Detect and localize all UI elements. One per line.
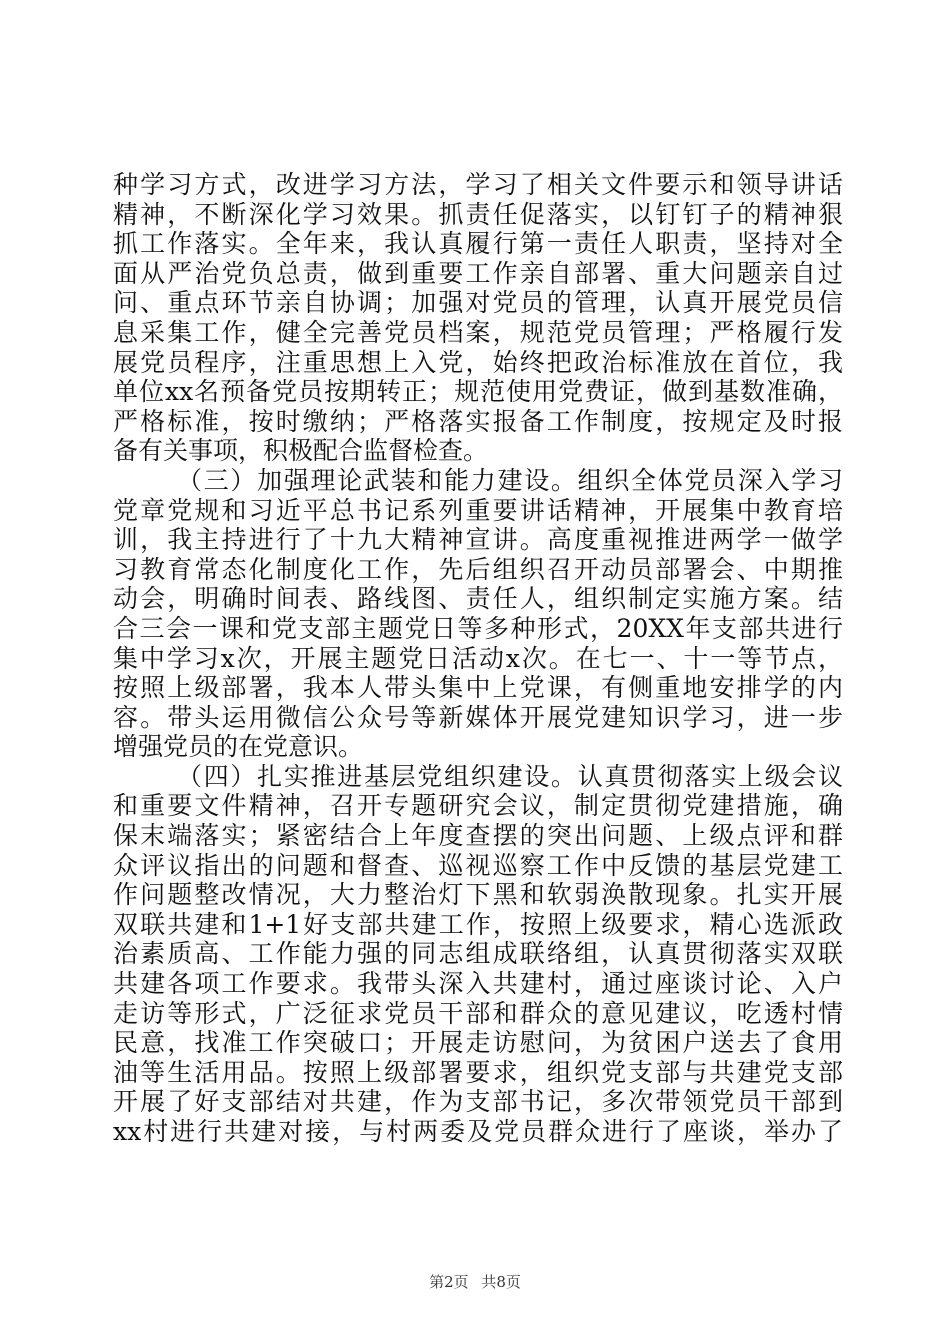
text-line: 单位xx名预备党员按期转正；规范使用党费证，做到基数准确，: [113, 377, 843, 407]
text-line: 双联共建和1+1好支部共建工作，按照上级要求，精心选派政: [113, 909, 843, 939]
text-line: 抓工作落实。全年来，我认真履行第一责任人职责，坚持对全: [113, 229, 843, 259]
text-line: 和重要文件精神，召开专题研究会议，制定贯彻党建措施，确: [113, 791, 843, 821]
text-line: 共建各项工作要求。我带头深入共建村，通过座谈讨论、入户: [113, 969, 843, 999]
text-line: 增强党员的在党意识。: [113, 732, 364, 762]
text-line: 按照上级部署，我本人带头集中上党课，有侧重地安排学的内: [113, 673, 843, 703]
text-line: 面从严治党负总责，做到重要工作亲自部署、重大问题亲自过: [113, 258, 843, 288]
page-number: 第2页: [429, 1273, 469, 1291]
text-line: 党章党规和习近平总书记系列重要讲话精神，开展集中教育培: [113, 495, 843, 525]
text-line: 走访等形式，广泛征求党员干部和群众的意见建议，吃透村情: [113, 998, 843, 1028]
paragraph: [113, 466, 843, 762]
text-line: 油等生活用品。按照上级部署要求，组织党支部与共建党支部: [113, 1057, 843, 1087]
text-line: （四）扎实推进基层党组织建设。认真贯彻落实上级会议: [177, 761, 843, 791]
document-body: [113, 170, 843, 1147]
text-line: 容。带头运用微信公众号等新媒体开展党建知识学习，进一步: [113, 702, 843, 732]
text-line: 展党员程序，注重思想上入党，始终把政治标准放在首位，我: [113, 347, 843, 377]
text-line: 严格标准，按时缴纳；严格落实报备工作制度，按规定及时报: [113, 406, 843, 436]
text-line: 众评议指出的问题和督查、巡视巡察工作中反馈的基层党建工: [113, 850, 843, 880]
text-line: 习教育常态化制度化工作，先后组织召开动员部署会、中期推: [113, 554, 843, 584]
paragraph: [113, 762, 843, 1147]
text-line: 精神，不断深化学习效果。抓责任促落实，以钉钉子的精神狠: [113, 199, 843, 229]
text-line: 种学习方式，改进学习方法，学习了相关文件要示和领导讲话: [113, 170, 843, 199]
text-line: 保末端落实；紧密结合上年度查摆的突出问题、上级点评和群: [113, 821, 843, 851]
text-line: 民意，找准工作突破口；开展走访慰问，为贫困户送去了食用: [113, 1028, 843, 1058]
page-total: 共8页: [481, 1273, 521, 1291]
text-line: 问、重点环节亲自协调；加强对党员的管理，认真开展党员信: [113, 288, 843, 318]
text-line: 治素质高、工作能力强的同志组成联络组，认真贯彻落实双联: [113, 939, 843, 969]
text-line: 集中学习x次，开展主题党日活动x次。在七一、十一等节点，: [113, 643, 843, 673]
text-line: 作问题整改情况，大力整治灯下黑和软弱涣散现象。扎实开展: [113, 880, 843, 910]
text-line: xx村进行共建对接，与村两委及党员群众进行了座谈，举办了: [113, 1117, 843, 1146]
text-line: 息采集工作，健全完善党员档案，规范党员管理；严格履行发: [113, 317, 843, 347]
text-line: （三）加强理论武装和能力建设。组织全体党员深入学习: [177, 465, 843, 495]
paragraph: [113, 170, 843, 466]
page-footer: [0, 1272, 950, 1292]
text-line: 动会，明确时间表、路线图、责任人，组织制定实施方案。结: [113, 584, 843, 614]
text-line: 训，我主持进行了十九大精神宣讲。高度重视推进两学一做学: [113, 525, 843, 555]
text-line: 开展了好支部结对共建，作为支部书记，多次带领党员干部到: [113, 1087, 843, 1117]
text-line: 合三会一课和党支部主题党日等多种形式，20XX年支部共进行: [113, 613, 843, 643]
text-line: 备有关事项，积极配合监督检查。: [113, 436, 489, 466]
